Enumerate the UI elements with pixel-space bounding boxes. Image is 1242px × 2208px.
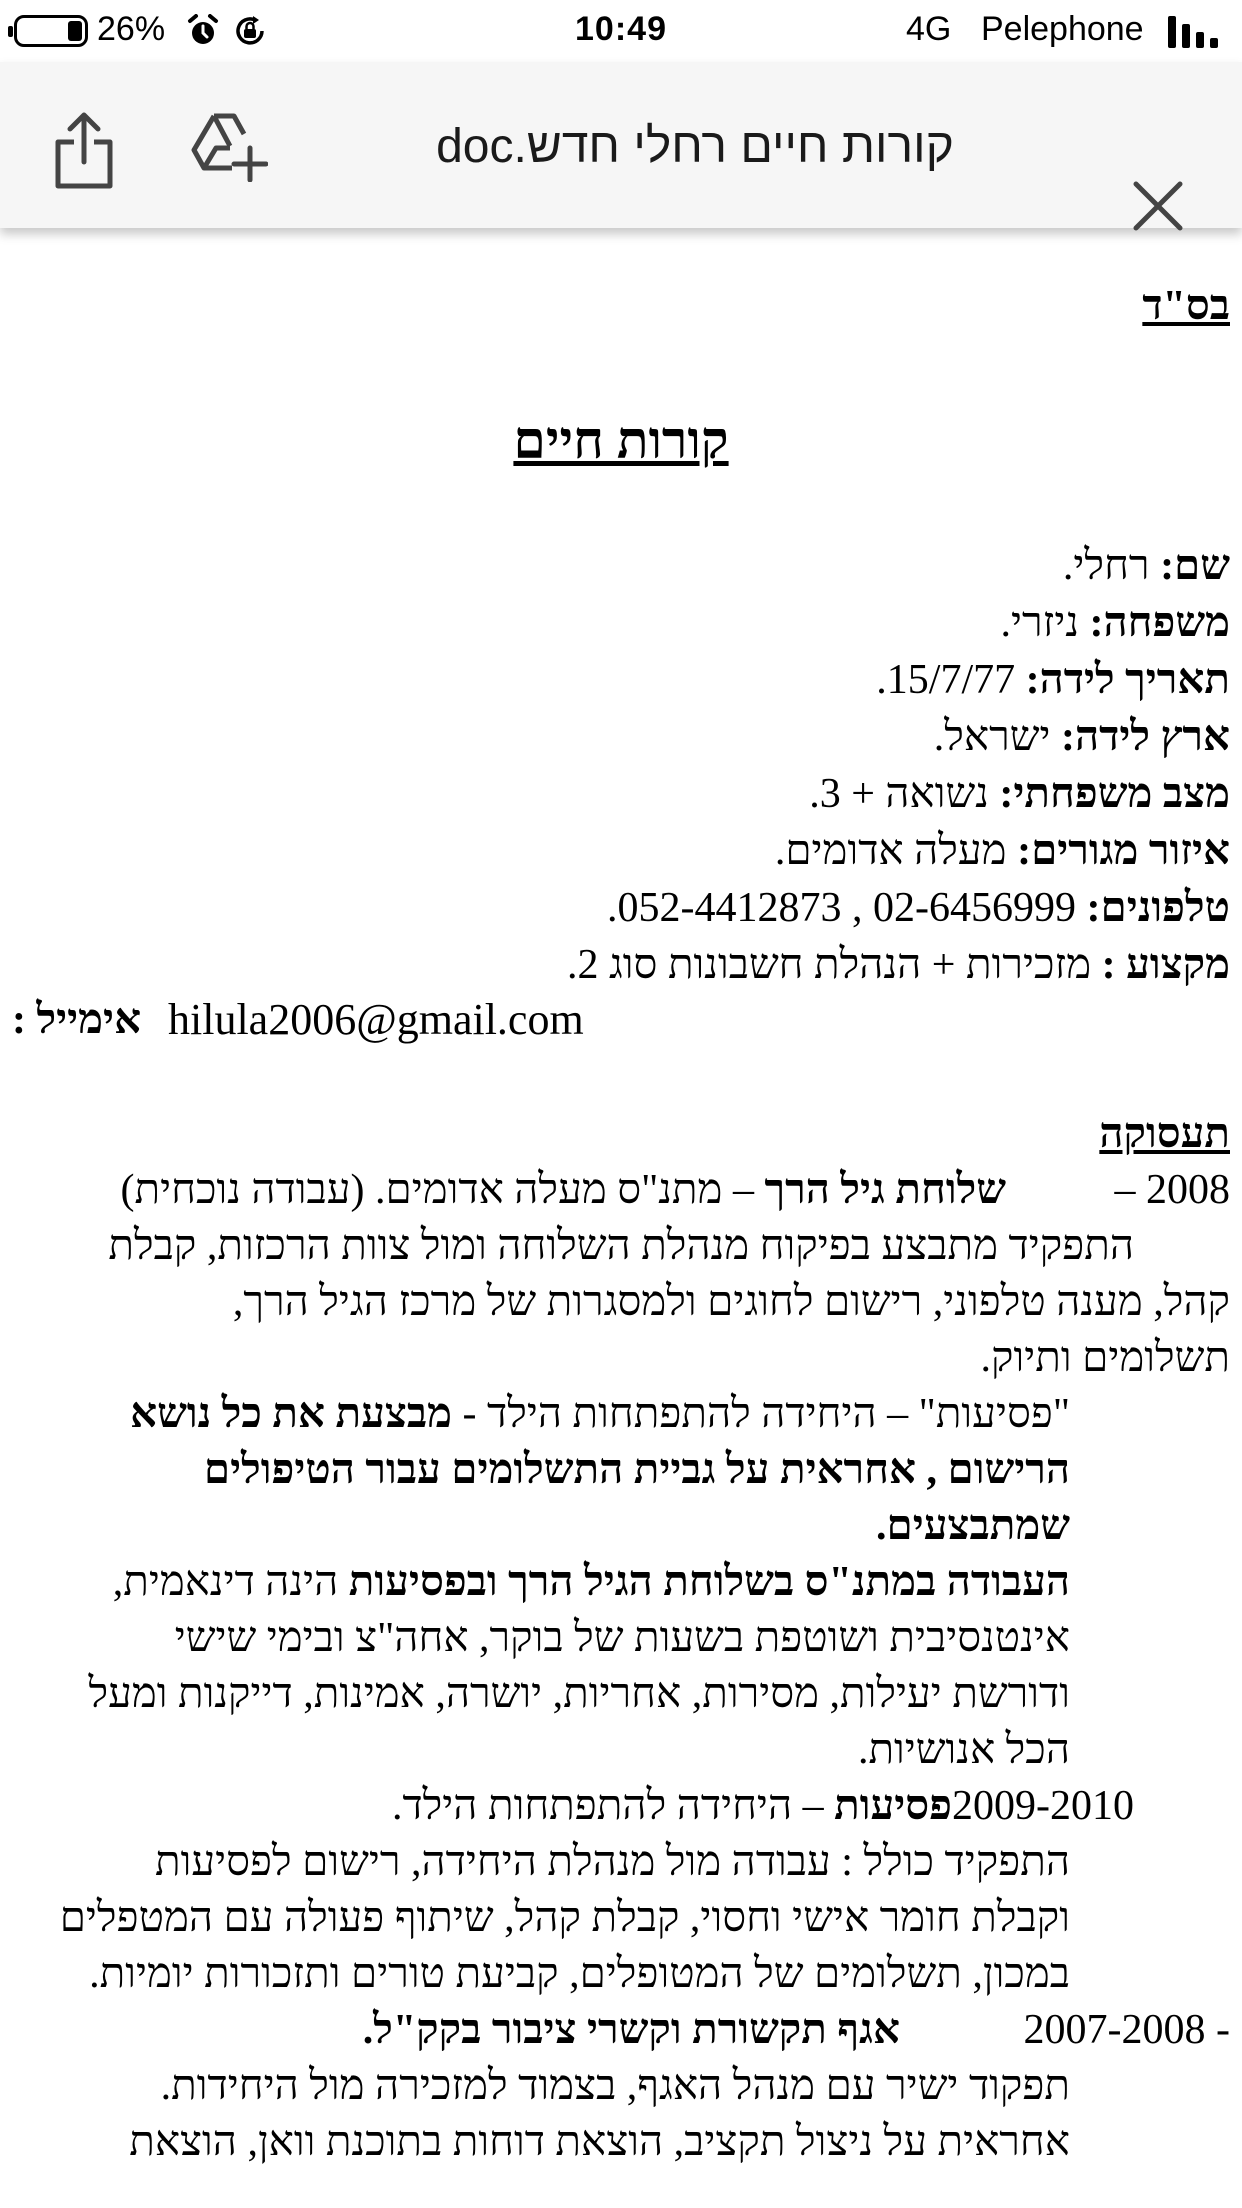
- status-bar: [0, 0, 1242, 62]
- personal-email: אימייל :: [12, 997, 142, 1043]
- personal-birth-country: ארץ לידה: ישראל.: [933, 714, 1230, 760]
- close-icon[interactable]: [1130, 178, 1186, 234]
- job1-years: 2008 –: [1114, 1167, 1230, 1213]
- work-description-line: הכל אנושיות.: [857, 1727, 1070, 1773]
- section-title-employment: תעסוקה: [1099, 1111, 1230, 1157]
- job3-line: תפקוד ישיר עם מנהל האגף, בצמוד למזכירה מול היחידות.: [160, 2063, 1070, 2109]
- header-mark: בס"ד: [1142, 283, 1230, 329]
- viewer-toolbar: [0, 62, 1242, 228]
- drive-add-icon[interactable]: [190, 112, 268, 182]
- psiot-line: שמתבצעים.: [876, 1503, 1070, 1549]
- personal-marital-status: מצב משפחתי: נשואה + 3.: [809, 771, 1230, 817]
- job3-header: אגף תקשורת וקשרי ציבור בקק"ל.: [362, 2007, 900, 2053]
- job2-header: 2009-2010פסיעות – היחידה להתפתחות הילד.: [391, 1783, 1134, 1829]
- battery-percent: 26%: [97, 10, 166, 48]
- work-description-line: ודורשת יעילות, מסירות, אחריות, יושרה, אמינות, דייקנות ומעל: [88, 1671, 1070, 1717]
- personal-family: משפחה: ניזרי.: [1000, 600, 1230, 646]
- email-value[interactable]: hilula2006@gmail.com: [168, 995, 584, 1044]
- document-content: [0, 228, 1242, 2208]
- work-description-line: העבודה במתנ"ס בשלוחת הגיל הרך ובפסיעות הינה דינאמית,: [112, 1559, 1070, 1605]
- carrier-name: Pelephone: [981, 10, 1144, 48]
- signal-icon: [1168, 16, 1226, 48]
- personal-name: שם: רחלי.: [1062, 543, 1230, 589]
- job1-line: קהל, מענה טלפוני, רישום לחוגים ולמסגרות של מרכז הגיל הרך,: [232, 1279, 1230, 1325]
- job1-line: תשלומים ותיוק.: [980, 1335, 1230, 1381]
- personal-profession: מקצוע : מזכירות + הנהלת חשבונות סוג 2.: [566, 942, 1230, 988]
- job3-years: 2007-2008 -: [1023, 2007, 1230, 2053]
- personal-birthdate: תאריך לידה: 15/7/77.: [876, 657, 1230, 703]
- job2-line: התפקיד כולל : עבודה מול מנהלת היחידה, רישום לפסיעות: [155, 1839, 1070, 1885]
- clock-time: 10:49: [575, 10, 667, 48]
- document-title: קורות חיים רחלי חדש.doc: [436, 120, 954, 173]
- job1-line: התפקיד מתבצע בפיקוח מנהלת השלוחה ומול צוות הרכזות, קבלת: [108, 1223, 1134, 1269]
- psiot-line: "פסיעות" – היחידה להתפתחות הילד - מבצעת את כל נושא: [130, 1391, 1070, 1437]
- job2-line: במכון, תשלומים של המטופלים, קביעת טורים ותזכורות יומיות.: [89, 1951, 1070, 1997]
- job1-header: שלוחת גיל הרך – מתנ"ס מעלה אדומים. (עבודה נוכחית): [120, 1167, 1006, 1213]
- personal-phones: טלפונים: 02-6456999 , 052-4412873.: [607, 885, 1230, 931]
- job3-line: אחראית על ניצול תקציב, הוצאת דוחות בתוכנת וואן, הוצאת: [129, 2119, 1070, 2165]
- share-icon[interactable]: [52, 110, 116, 190]
- job2-line: וקבלת חומר אישי וחסוי, קבלת קהל, שיתוף פעולה עם המטפלים: [59, 1895, 1070, 1941]
- work-description-line: אינטנסיבית ושוטפת בשעות של בוקר, אחה"צ ובימי שישי: [174, 1615, 1070, 1661]
- network-type: 4G: [906, 10, 952, 48]
- personal-area: איזור מגורים: מעלה אדומים.: [774, 828, 1230, 874]
- psiot-line: הרישום , אחראית על גביית התשלומים עבור הטיפולים: [203, 1447, 1070, 1493]
- document-heading: קורות חיים: [513, 413, 729, 470]
